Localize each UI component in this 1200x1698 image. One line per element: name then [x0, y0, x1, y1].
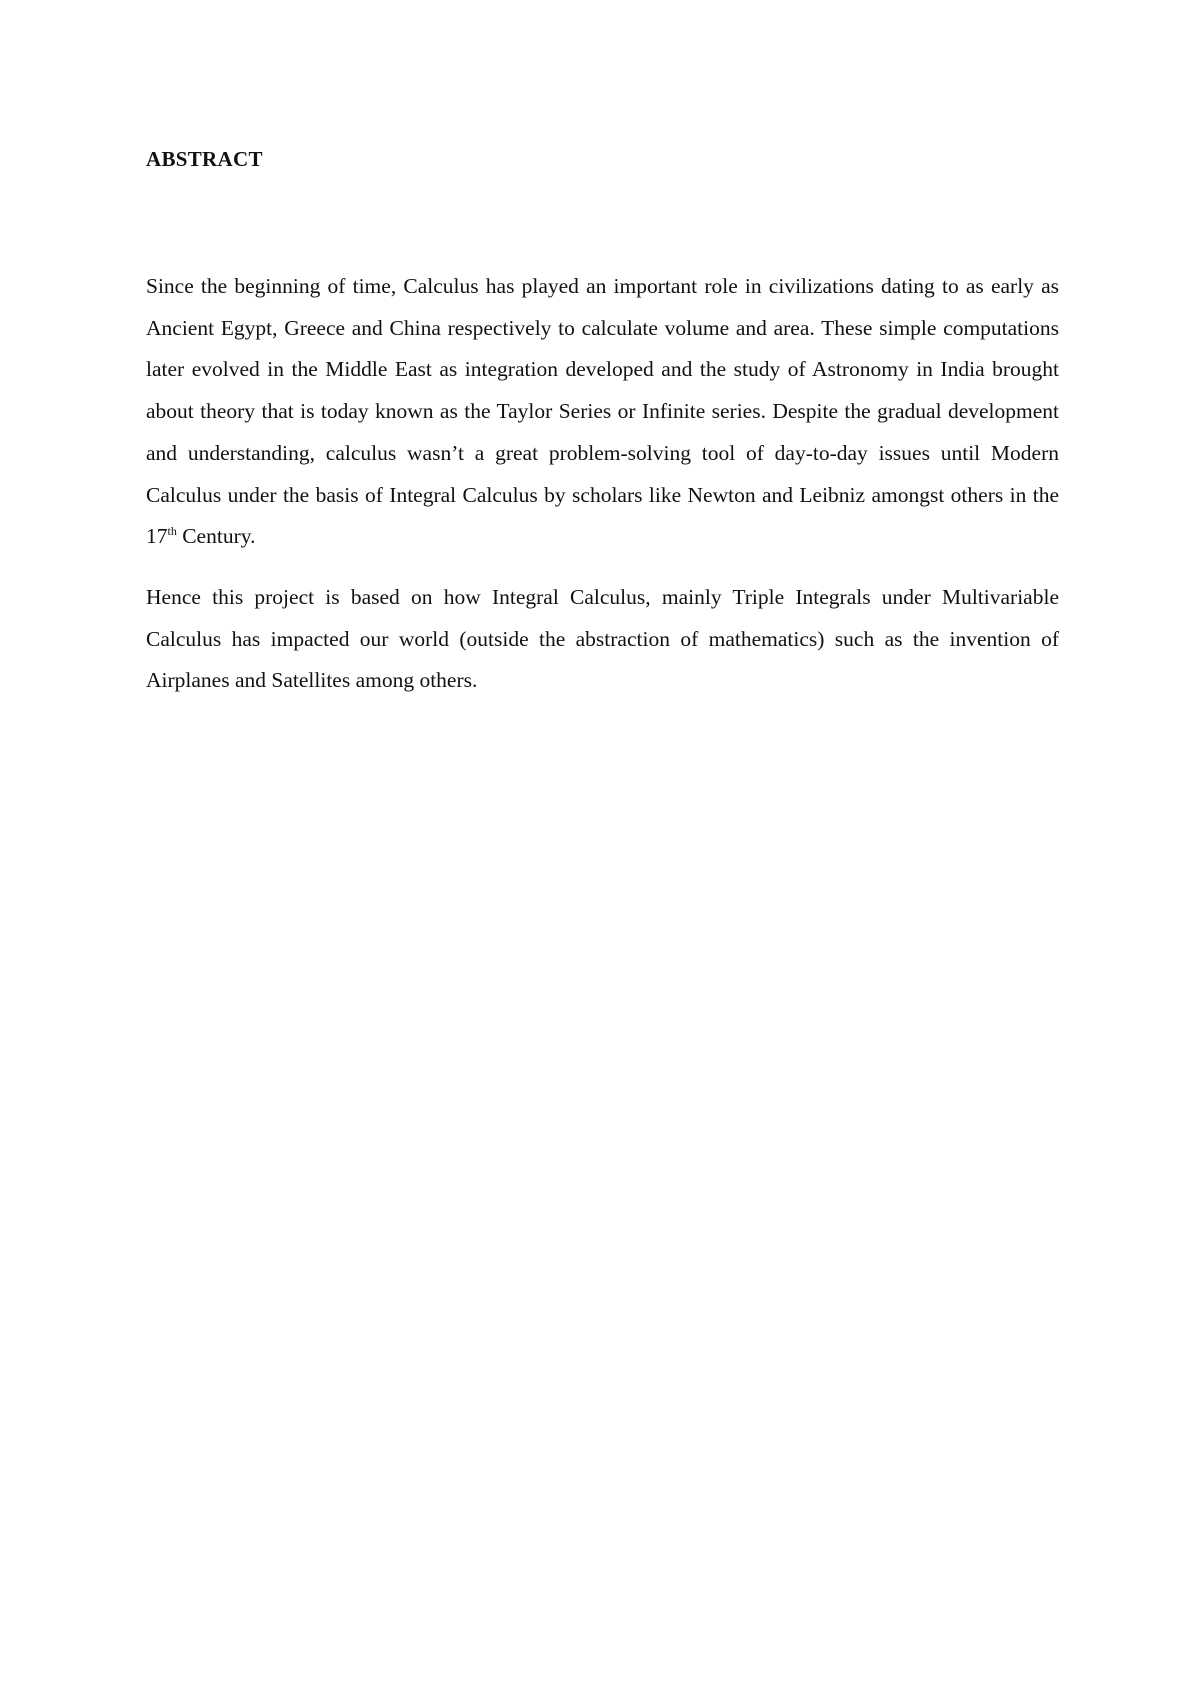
- abstract-paragraph-1: [146, 266, 1059, 558]
- paragraph-1-text: Since the beginning of time, Calculus has played an important role in civilizations dating to as early as Ancient Egypt, Greece and China respectively to calculate volume and area. These simple computations later evolved in the Middle East as integration developed and the study of Astronomy in India brought about theory that is today known as the Taylor Series or Infinite series. Despite the gradual development and understanding, calculus wasn’t a great problem-solving tool of day-to-day issues until Modern Calculus under the basis of Integral Calculus by scholars like Newton and Leibniz amongst others in the 17: [146, 274, 1059, 549]
- abstract-paragraph-2: Hence this project is based on how Integral Calculus, mainly Triple Integrals under Multivariable Calculus has impacted our world (outside the abstraction of mathematics) such as the invention of Airplanes and Satellites among others.: [146, 585, 1059, 693]
- ordinal-superscript: th: [167, 524, 177, 539]
- paragraph-1-ending: Century.: [176, 524, 256, 549]
- abstract-heading: ABSTRACT: [146, 147, 263, 171]
